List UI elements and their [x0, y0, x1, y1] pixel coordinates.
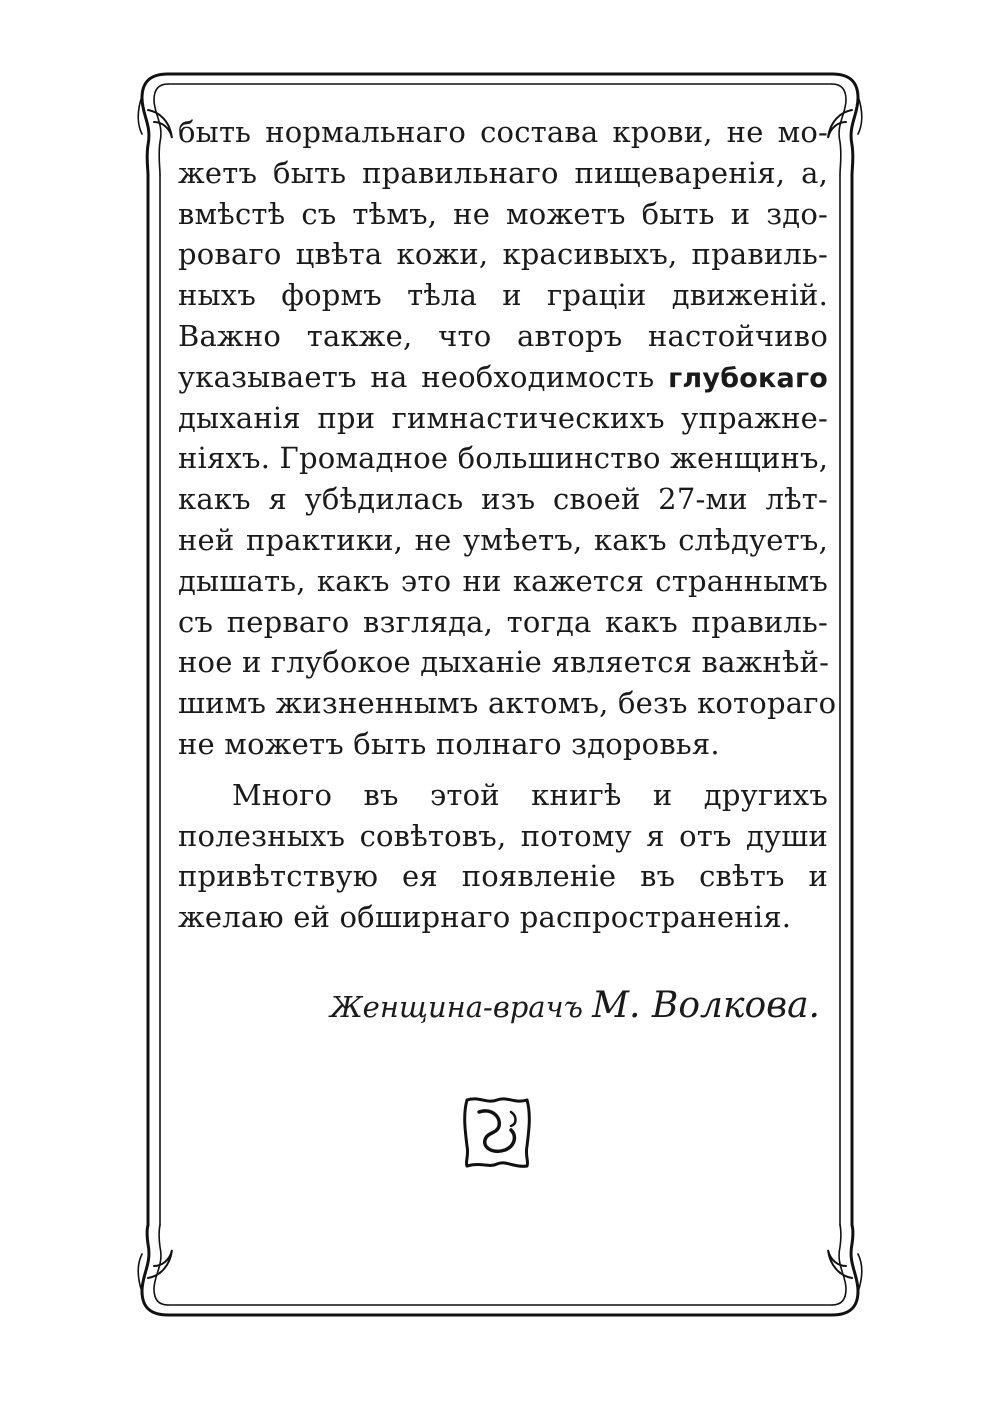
- body-text: [178, 112, 837, 938]
- text-line: дышать, какъ это ни кажется страннымъ: [178, 563, 828, 598]
- emphasized-word: глубокаго: [668, 362, 828, 394]
- signature-name: М. Волкова.: [592, 985, 820, 1026]
- text-line: желаю ей обширнаго распространенія.: [178, 900, 792, 935]
- text-line: не можетъ быть полнаго здоровья.: [178, 726, 720, 761]
- paragraph-1: [178, 112, 837, 765]
- text-line: ніяхъ. Громадное большинство женщинъ,: [178, 441, 829, 476]
- paragraph-2: [178, 775, 828, 938]
- text-line: шимъ жизненнымъ актомъ, безъ котораго: [178, 686, 837, 721]
- text-fragment: указываетъ на необходимость: [178, 359, 669, 394]
- text-line-with-emphasis: [178, 357, 828, 398]
- signature-title: Женщина-врачъ: [330, 990, 583, 1024]
- text-line: полезныхъ совѣтовъ, потому я отъ души: [178, 818, 828, 853]
- text-line: ней практики, не умѣетъ, какъ слѣдуетъ,: [178, 522, 828, 557]
- text-line: Важно также, что авторъ настойчиво: [178, 318, 828, 353]
- text-line: Много въ этой книгѣ и другихъ: [232, 777, 828, 812]
- text-line: жетъ быть правильнаго пищеваренія, а,: [178, 155, 828, 190]
- text-line: ныхъ формъ тѣла и граціи движеній.: [178, 278, 828, 313]
- signature: [300, 985, 820, 1026]
- text-line: дыханія при гимнастическихъ упражне-: [178, 400, 828, 435]
- text-line: какъ я убѣдилась изъ своей 27-ми лѣт-: [178, 482, 828, 517]
- text-line: ное и глубокое дыханіе является важнѣй-: [178, 645, 830, 680]
- text-line: быть нормальнаго состава крови, не мо-: [178, 115, 828, 149]
- text-line: привѣтствую ея появленіе въ свѣтъ и: [178, 859, 828, 894]
- text-line: вмѣстѣ съ тѣмъ, не можетъ быть и здо-: [178, 196, 828, 231]
- text-line: съ перваго взгляда, тогда какъ правиль-: [178, 604, 828, 639]
- text-line: роваго цвѣта кожи, красивыхъ, правиль-: [178, 237, 828, 272]
- art-nouveau-ornament-icon: [457, 1090, 537, 1170]
